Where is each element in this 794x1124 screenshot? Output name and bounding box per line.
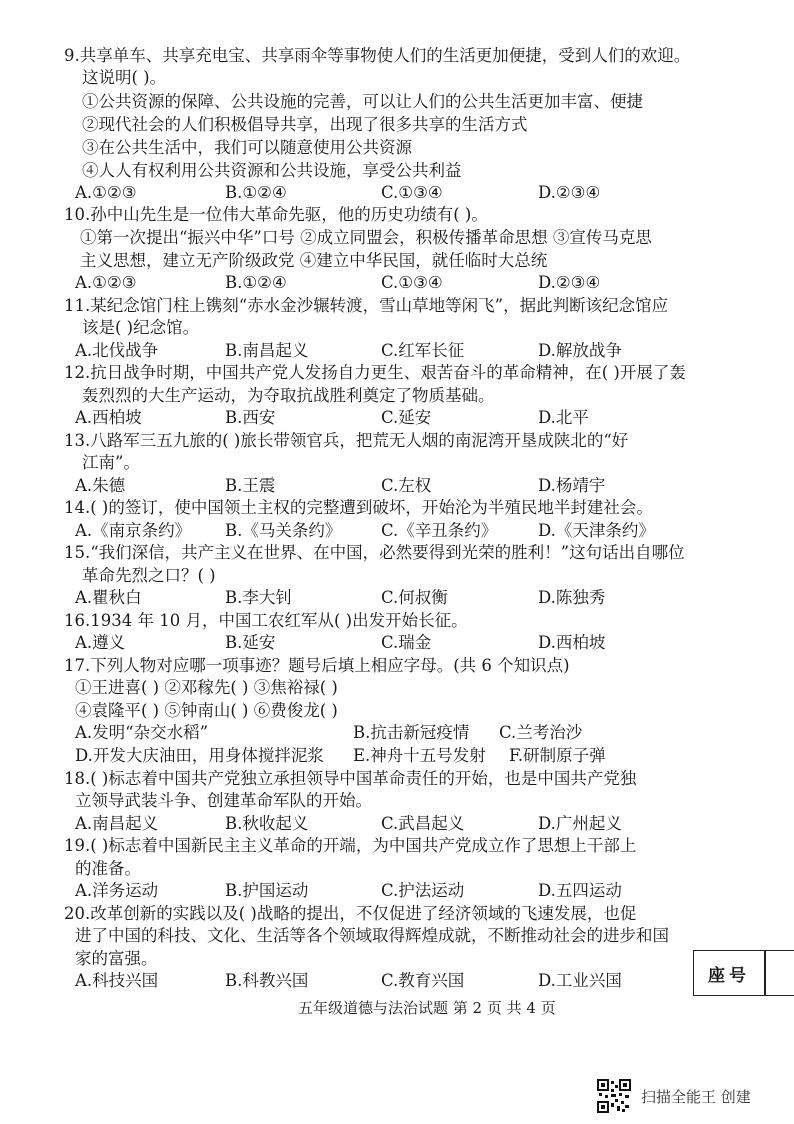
question-17-people-row-1: ①王进喜( ) ②邓稼先( ) ③焦裕禄( ) <box>75 678 338 697</box>
q14-option-a: A.《南京条约》 <box>75 521 192 540</box>
seat-box-divider <box>764 951 766 995</box>
q18-option-b: B.秋收起义 <box>225 814 309 833</box>
q16-option-a: A.遵义 <box>75 633 126 652</box>
q19-option-b: B.护国运动 <box>225 881 309 900</box>
question-17-stem: 17.下列人物对应哪一项事迹？题号后填上相应字母。(共 6 个知识点) <box>64 656 570 675</box>
q15-option-d: D.陈独秀 <box>538 588 606 607</box>
page-footer: 五年级道德与法治试题 第 2 页 共 4 页 <box>298 999 556 1017</box>
scanner-watermark-text: 扫描全能王 创建 <box>641 1087 751 1106</box>
question-18-stem: 18.( )标志着中国共产党独立承担领导中国革命责任的开始，也是中国共产党独 <box>64 769 637 788</box>
q12-option-b: B.西安 <box>225 408 276 427</box>
q19-option-a: A.洋务运动 <box>75 881 159 900</box>
q11-option-b: B.南昌起义 <box>225 341 309 360</box>
question-16-stem: 16.1934 年 10 月，中国工农红军从( )出发开始长征。 <box>64 611 468 630</box>
question-10-items-2: 主义思想，建立无产阶级政党 ④建立中华民国，就任临时大总统 <box>80 251 548 270</box>
question-9-stem: 9.共享单车、共享充电宝、共享雨伞等事物使人们的生活更加便捷，受到人们的欢迎。 <box>64 46 691 65</box>
question-11-stem: 11.某纪念馆门柱上镌刻“赤水金沙辗转渡，雪山草地等闲飞”，据此判断该纪念馆应 <box>64 296 669 315</box>
question-17-people-row-2: ④袁隆平( ) ⑤钟南山( ) ⑥费俊龙( ) <box>75 701 338 720</box>
q19-option-d: D.五四运动 <box>538 881 622 900</box>
q11-option-d: D.解放战争 <box>538 341 622 360</box>
q16-option-b: B.延安 <box>225 633 276 652</box>
question-13-stem: 13.八路军三五九旅的( )旅长带领官兵，把荒无人烟的南泥湾开垦成陕北的“好 <box>64 431 629 450</box>
q20-option-d: D.工业兴国 <box>538 971 622 990</box>
q17-choice-a: A.发明“杂交水稻” <box>75 723 209 742</box>
q14-option-d: D.《天津条约》 <box>538 521 655 540</box>
question-9-item-3: ③在公共生活中，我们可以随意使用公共资源 <box>82 138 412 157</box>
q16-option-d: D.西柏坡 <box>538 633 606 652</box>
scanner-watermark <box>597 1079 751 1113</box>
q17-choice-b: B.抗击新冠疫情 <box>353 723 470 742</box>
q10-option-d: D.②③④ <box>538 273 601 292</box>
question-9-item-4: ④人人有权利用公共资源和公共设施，享受公共利益 <box>82 161 462 180</box>
q20-option-c: C.教育兴国 <box>381 971 465 990</box>
q16-option-c: C.瑞金 <box>381 633 432 652</box>
q18-option-d: D.广州起义 <box>538 814 622 833</box>
q9-option-b: B.①②④ <box>225 183 287 202</box>
question-15-stem-cont: 革命先烈之口？( ) <box>82 566 216 585</box>
question-15-stem: 15.“我们深信，共产主义在世界、在中国，必然要得到光荣的胜利！”这句话出自哪位 <box>64 543 685 562</box>
question-10-items-1: ①第一次提出“振兴中华”口号 ②成立同盟会，积极传播革命思想 ③宣传马克思 <box>80 228 652 247</box>
seat-number-label: 座号 <box>708 965 750 986</box>
question-19-stem-cont: 的准备。 <box>75 859 141 878</box>
q13-option-d: D.杨靖宇 <box>538 476 606 495</box>
qr-code-icon <box>597 1079 631 1113</box>
q11-option-a: A.北伐战争 <box>75 341 159 360</box>
question-14-stem: 14.( )的签订，使中国领土主权的完整遭到破坏，开始沦为半殖民地半封建社会。 <box>64 498 653 517</box>
question-20-stem: 20.改革创新的实践以及( )战略的提出，不仅促进了经济领域的飞速发展，也促 <box>64 904 637 923</box>
q10-option-c: C.①③④ <box>381 273 443 292</box>
question-18-stem-cont: 立领导武装斗争、创建革命军队的开始。 <box>75 791 372 810</box>
q20-option-a: A.科技兴国 <box>75 971 159 990</box>
q15-option-c: C.何叔衡 <box>381 588 448 607</box>
q11-option-c: C.红军长征 <box>381 341 465 360</box>
question-10-stem: 10.孙中山先生是一位伟大革命先驱，他的历史功绩有( )。 <box>64 205 488 224</box>
q14-option-c: C.《辛丑条约》 <box>381 521 498 540</box>
q17-choice-d: D.开发大庆油田，用身体搅拌泥浆 <box>75 746 324 765</box>
question-11-stem-cont: 该是( )纪念馆。 <box>82 318 200 337</box>
question-9-stem-cont: 这说明( )。 <box>82 68 167 87</box>
q17-choice-c: C.兰考治沙 <box>499 723 583 742</box>
q18-option-a: A.南昌起义 <box>75 814 159 833</box>
q18-option-c: C.武昌起义 <box>381 814 465 833</box>
question-19-stem: 19.( )标志着中国新民主主义革命的开端，为中国共产党成立作了思想上干部上 <box>64 836 637 855</box>
question-20-stem-cont-2: 家的富强。 <box>75 949 158 968</box>
q13-option-c: C.左权 <box>381 476 432 495</box>
seat-number-box <box>693 950 794 996</box>
q14-option-b: B.《马关条约》 <box>225 521 342 540</box>
question-12-stem: 12.抗日战争时期，中国共产党人发扬自力更生、艰苦奋斗的革命精神，在( )开展了轰 <box>64 363 686 382</box>
q20-option-b: B.科教兴国 <box>225 971 309 990</box>
q9-option-c: C.①③④ <box>381 183 443 202</box>
question-20-stem-cont-1: 进了中国的科技、文化、生活等各个领域取得辉煌成就，不断推动社会的进步和国 <box>75 926 669 945</box>
question-9-item-1: ①公共资源的保障、公共设施的完善，可以让人们的公共生活更加丰富、便捷 <box>82 92 643 111</box>
q12-option-c: C.延安 <box>381 408 432 427</box>
q17-choice-e: E.神舟十五号发射 <box>353 746 486 765</box>
q12-option-d: D.北平 <box>538 408 589 427</box>
q15-option-a: A.瞿秋白 <box>75 588 142 607</box>
question-9-item-2: ②现代社会的人们积极倡导共享，出现了很多共享的生活方式 <box>82 115 528 134</box>
q9-option-d: D.②③④ <box>538 183 601 202</box>
q9-option-a: A.①②③ <box>75 183 137 202</box>
q13-option-b: B.王震 <box>225 476 276 495</box>
q13-option-a: A.朱德 <box>75 476 126 495</box>
question-13-stem-cont: 江南”。 <box>82 453 140 472</box>
q15-option-b: B.李大钊 <box>225 588 292 607</box>
q10-option-a: A.①②③ <box>75 273 137 292</box>
q12-option-a: A.西柏坡 <box>75 408 142 427</box>
q10-option-b: B.①②④ <box>225 273 287 292</box>
question-12-stem-cont: 轰烈烈的大生产运动，为夺取抗战胜利奠定了物质基础。 <box>82 386 495 405</box>
q19-option-c: C.护法运动 <box>381 881 465 900</box>
q17-choice-f: F.研制原子弹 <box>509 746 606 765</box>
